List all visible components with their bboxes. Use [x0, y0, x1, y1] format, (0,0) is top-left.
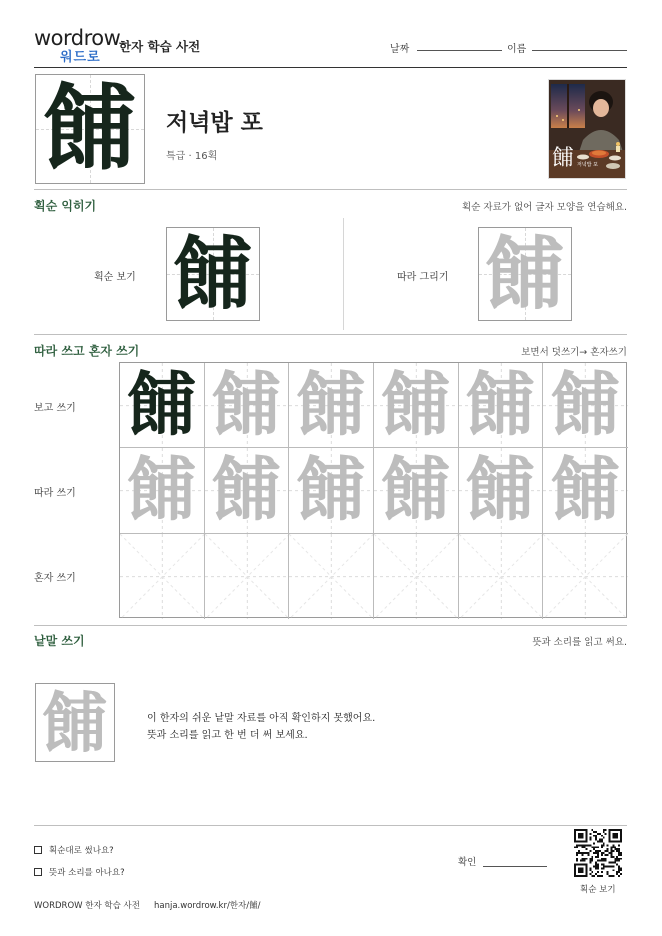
trace-box[interactable]: [478, 227, 572, 321]
row-label-solo: 혼자 쓰기: [34, 573, 76, 584]
trace-character: 餔: [380, 448, 451, 532]
practice-cell[interactable]: [543, 363, 628, 448]
confirm-field[interactable]: [483, 866, 547, 867]
logo-korean: 워드로: [60, 50, 101, 65]
word-character-box: [35, 683, 115, 762]
date-field[interactable]: [417, 50, 502, 51]
row-label-trace: 따라 쓰기: [34, 488, 76, 499]
word-section-title: 낱말 쓰기: [34, 634, 85, 648]
divider-2: [34, 334, 627, 335]
practice-cell[interactable]: [543, 448, 628, 533]
practice-cell[interactable]: [374, 448, 459, 533]
word-section-note: 뜻과 소리를 읽고 써요.: [532, 637, 627, 648]
character-grade: 특급 · 16획: [166, 151, 218, 162]
checklist-item-stroke[interactable]: [34, 844, 114, 856]
practice-cell[interactable]: [205, 448, 290, 533]
practice-cell[interactable]: [543, 534, 628, 619]
character-meaning: 저녁밥 포: [166, 110, 263, 136]
word-message-line1: 이 한자의 쉬운 낱말 자료를 아직 확인하지 못했어요.: [147, 713, 376, 724]
stroke-view-character: 餔: [173, 227, 253, 321]
checklist-stroke-label: 획순대로 썼나요?: [49, 846, 114, 856]
stroke-view-label: 획순 보기: [94, 272, 136, 283]
name-label: 이름: [507, 44, 527, 55]
trace-character: 餔: [465, 448, 536, 532]
checklist-item-meaning[interactable]: [34, 866, 125, 878]
divider-4: [34, 825, 627, 826]
divider-3: [34, 625, 627, 626]
word-message-line2: 뜻과 소리를 읽고 한 번 더 써 보세요.: [147, 730, 308, 741]
illustration-thumbnail: [548, 79, 626, 179]
trace-character: 餔: [126, 448, 197, 532]
header-divider: [34, 67, 627, 68]
practice-cell[interactable]: [120, 363, 205, 448]
trace-character: 餔: [296, 363, 367, 447]
footer-url[interactable]: hanja.wordrow.kr/한자/餔/: [154, 901, 261, 911]
stroke-section-note: 획순 자료가 없어 글자 모양을 연습해요.: [462, 202, 627, 213]
practice-cell[interactable]: [289, 448, 374, 533]
practice-cell[interactable]: [120, 448, 205, 533]
divider-1: [34, 189, 627, 190]
checkbox-meaning[interactable]: [34, 868, 42, 876]
practice-cell[interactable]: [459, 448, 544, 533]
checkbox-stroke[interactable]: [34, 846, 42, 854]
practice-cell[interactable]: [289, 363, 374, 448]
practice-section-title: 따라 쓰고 혼자 쓰기: [34, 344, 140, 358]
qr-label: 획순 보기: [580, 885, 616, 895]
practice-cell[interactable]: [289, 534, 374, 619]
stroke-divider: [343, 218, 344, 330]
trace-character: 餔: [485, 227, 565, 321]
logo-wordrow: wordrow: [34, 26, 121, 50]
main-character-box: [35, 74, 145, 184]
header-brand: 한자 학습 사전: [119, 39, 201, 54]
stroke-view-box: [166, 227, 260, 321]
practice-cell[interactable]: [459, 534, 544, 619]
footer-brand: WORDROW 한자 학습 사전: [34, 901, 140, 911]
model-character: 餔: [126, 363, 197, 447]
trace-character: 餔: [380, 363, 451, 447]
trace-label: 따라 그리기: [397, 272, 449, 283]
thumbnail-label: 저녁밥 포: [577, 162, 598, 168]
main-character: 餔: [42, 74, 137, 184]
row-label-see: 보고 쓰기: [34, 403, 76, 414]
trace-character: 餔: [465, 363, 536, 447]
trace-character: 餔: [550, 448, 621, 532]
trace-character: 餔: [211, 448, 282, 532]
trace-character: 餔: [550, 363, 621, 447]
date-label: 날짜: [390, 44, 410, 55]
trace-character: 餔: [211, 363, 282, 447]
practice-cell[interactable]: [374, 534, 459, 619]
confirm-label: 확인: [458, 857, 477, 868]
word-character: 餔: [42, 683, 108, 762]
practice-cell[interactable]: [205, 363, 290, 448]
practice-cell[interactable]: [459, 363, 544, 448]
checklist-meaning-label: 뜻과 소리를 아나요?: [49, 868, 125, 878]
thumbnail-character: 餔: [552, 146, 575, 171]
practice-cell[interactable]: [374, 363, 459, 448]
qr-code[interactable]: [574, 829, 622, 877]
practice-cell[interactable]: [120, 534, 205, 619]
stroke-section-title: 획순 익히기: [34, 199, 97, 213]
practice-cell[interactable]: [205, 534, 290, 619]
practice-grid: [119, 362, 627, 618]
practice-section-note: 보면서 덧쓰기→ 혼자쓰기: [521, 347, 627, 358]
name-field[interactable]: [532, 50, 627, 51]
trace-character: 餔: [296, 448, 367, 532]
